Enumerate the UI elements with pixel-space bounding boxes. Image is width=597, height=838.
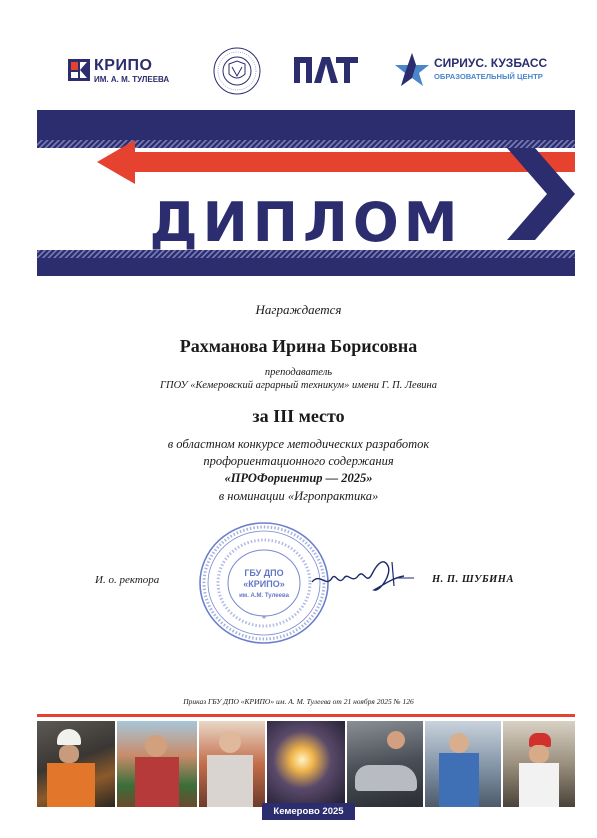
diploma-title: ДИПЛОМ bbox=[149, 191, 463, 254]
kripro-name: КРИПО bbox=[94, 57, 153, 74]
photo-strip bbox=[37, 721, 575, 807]
recipient-organization: ГПОУ «Кемеровский аграрный техникум» имени Г. П. Левина bbox=[160, 380, 437, 391]
sirius-star-icon bbox=[392, 50, 432, 90]
svg-text:ГБУ ДПО: ГБУ ДПО bbox=[244, 568, 284, 578]
sirius-name: СИРИУС. КУЗБАСС bbox=[434, 56, 548, 70]
photo-chef bbox=[503, 721, 575, 807]
recipient-position: преподаватель bbox=[264, 367, 333, 378]
photo-hairdresser bbox=[199, 721, 265, 807]
svg-text:«КРИПО»: «КРИПО» bbox=[243, 579, 285, 589]
institute-seal-icon bbox=[212, 46, 262, 96]
award-place: за III место bbox=[252, 406, 345, 426]
signatory-name: Н. П. ШУБИНА bbox=[432, 574, 514, 585]
strip-accent-line bbox=[37, 714, 575, 717]
order-reference: Приказ ГБУ ДПО «КРИПО» им. А. М. Тулеева от 21 ноября 2025 № 126 bbox=[183, 697, 414, 706]
photo-miner bbox=[37, 721, 115, 807]
awarded-label: Награждается bbox=[255, 302, 342, 317]
kripro-mark-icon bbox=[68, 59, 90, 81]
contest-line-1: в областном конкурсе методических разработок bbox=[167, 437, 430, 451]
photo-car-mechanic bbox=[347, 721, 423, 807]
footer-city-year: Кемерово 2025 bbox=[273, 806, 344, 817]
contest-line-4: в номинации «Игропрактика» bbox=[218, 489, 379, 503]
contest-line-3: «ПРОФориентир — 2025» bbox=[224, 471, 373, 485]
sirius-subtitle: ОБРАЗОВАТЕЛЬНЫЙ ЦЕНТР bbox=[434, 72, 543, 81]
svg-text:им. А.М. Тулеева: им. А.М. Тулеева bbox=[239, 593, 289, 599]
photo-welding bbox=[267, 721, 345, 807]
kripro-logo bbox=[68, 57, 188, 89]
pat-logo-icon bbox=[292, 55, 360, 85]
svg-text:*: * bbox=[261, 614, 267, 624]
photo-students bbox=[117, 721, 197, 807]
sirius-logo bbox=[392, 50, 552, 90]
recipient-name: Рахманова Ирина Борисовна bbox=[179, 336, 418, 356]
signatory-role: И. о. ректора bbox=[95, 574, 160, 586]
contest-line-2: профориентационного содержания bbox=[203, 454, 394, 468]
kripro-subtitle: ИМ. А. М. ТУЛЕЕВА bbox=[94, 75, 170, 84]
rector-signature bbox=[308, 552, 418, 600]
photo-lab bbox=[425, 721, 501, 807]
